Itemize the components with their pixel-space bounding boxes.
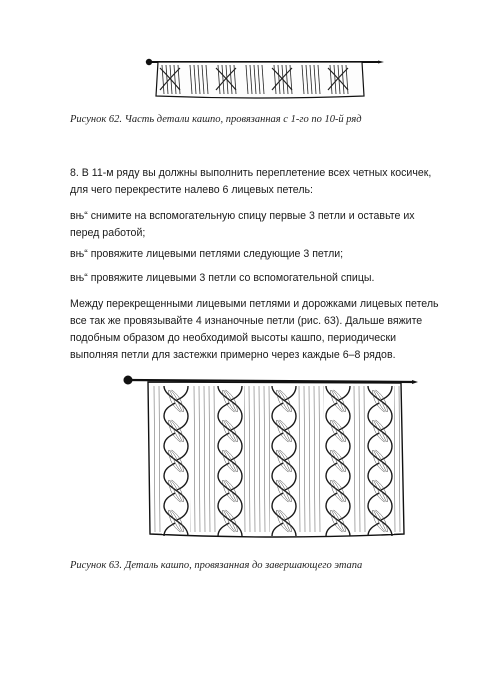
paragraph-bullet-3: вњ“ провяжите лицевыми 3 петли со вспомогательной спицы. xyxy=(70,272,375,284)
figure-63-caption: Рисунок 63. Деталь кашпо, провязанная до завершающего этапа xyxy=(70,560,363,571)
paragraph-continuation: Между перекрещенными лицевыми петлями и дорожками лицевых петель все так же провязывайте 4 изнаночные петли (рис. 63). Дальше вяжите подобным образом до необходимой высоты кашпо, периодически выполняя петли для застежки примерно через каждые 6–8 рядов. xyxy=(70,298,439,361)
figure-62-illustration xyxy=(140,52,385,102)
paragraph-step-8: 8. В 11-м ряду вы должны выполнить переплетение всех четных косичек, для чего перекрестите налево 6 лицевых петель: xyxy=(70,167,432,196)
paragraph-bullet-1: вњ“ снимите на вспомогательную спицу первые 3 петли и оставьте их перед работой; xyxy=(70,210,415,239)
paragraph-bullet-2: вњ“ провяжите лицевыми петлями следующие 3 петли; xyxy=(70,248,344,260)
knitted-swatch-small xyxy=(140,52,385,102)
figure-62-caption: Рисунок 62. Часть детали кашпо, провязанная с 1-го по 10-й ряд xyxy=(70,114,362,125)
needle-knob-icon xyxy=(124,376,133,385)
knitted-panel-large xyxy=(118,368,418,540)
figure-63-illustration xyxy=(118,368,418,540)
needle-knob-icon xyxy=(146,59,152,65)
